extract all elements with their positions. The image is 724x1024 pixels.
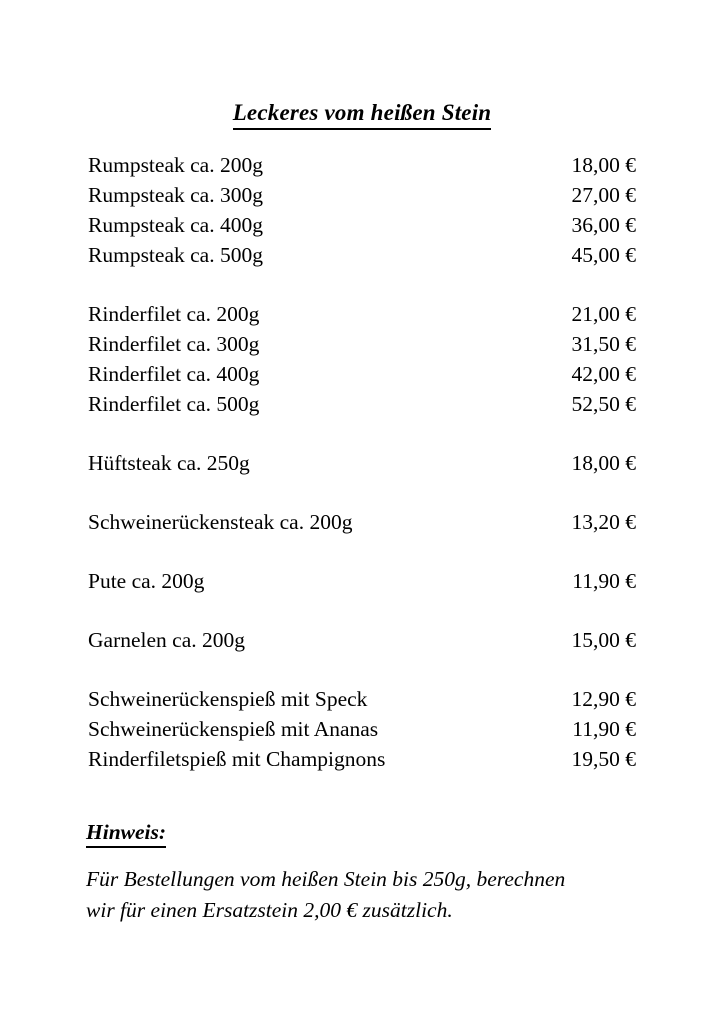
item-group xyxy=(88,625,636,655)
menu-item-price: 27,00 € xyxy=(571,183,636,207)
menu-item-price: 12,90 € xyxy=(571,687,636,711)
menu-item-list xyxy=(88,150,636,774)
menu-item-row xyxy=(88,180,636,210)
notice-body-line: Für Bestellungen vom heißen Stein bis 250g, berechnen xyxy=(86,867,566,891)
item-group xyxy=(88,507,636,537)
menu-item-name: Rinderfilet ca. 400g xyxy=(88,362,260,386)
menu-item-price: 19,50 € xyxy=(571,747,636,771)
menu-item-name: Rinderfiletspieß mit Champignons xyxy=(88,747,386,771)
menu-item-row xyxy=(88,150,636,180)
menu-item-price: 18,00 € xyxy=(571,451,636,475)
menu-item-price: 36,00 € xyxy=(571,213,636,237)
menu-item-price: 21,00 € xyxy=(571,302,636,326)
menu-item-row xyxy=(88,329,636,359)
notice-body-line: wir für einen Ersatzstein 2,00 € zusätzlich. xyxy=(86,898,453,922)
menu-item-row xyxy=(88,507,636,537)
menu-item-row xyxy=(88,210,636,240)
item-group xyxy=(88,150,636,270)
menu-item-name: Rinderfilet ca. 200g xyxy=(88,302,260,326)
menu-item-price: 18,00 € xyxy=(571,153,636,177)
notice-heading xyxy=(86,818,638,848)
menu-item-row xyxy=(88,714,636,744)
menu-item-name: Rumpsteak ca. 200g xyxy=(88,153,263,177)
page-title xyxy=(0,99,724,130)
menu-item-price: 11,90 € xyxy=(572,569,636,593)
menu-item-row xyxy=(88,448,636,478)
menu-item-name: Rinderfilet ca. 500g xyxy=(88,392,260,416)
item-group xyxy=(88,448,636,478)
notice-heading-text: Hinweis: xyxy=(86,818,166,848)
notice-body xyxy=(86,864,638,926)
menu-item-name: Rumpsteak ca. 500g xyxy=(88,243,263,267)
item-group xyxy=(88,684,636,774)
menu-item-row xyxy=(88,359,636,389)
menu-item-row xyxy=(88,684,636,714)
menu-item-row xyxy=(88,625,636,655)
menu-item-row xyxy=(88,240,636,270)
menu-item-price: 13,20 € xyxy=(571,510,636,534)
menu-item-name: Rumpsteak ca. 300g xyxy=(88,183,263,207)
page-title-text: Leckeres vom heißen Stein xyxy=(233,99,492,130)
menu-item-row xyxy=(88,389,636,419)
item-group xyxy=(88,566,636,596)
menu-item-row xyxy=(88,744,636,774)
menu-item-name: Garnelen ca. 200g xyxy=(88,628,245,652)
menu-item-price: 42,00 € xyxy=(571,362,636,386)
menu-item-price: 15,00 € xyxy=(571,628,636,652)
menu-item-price: 45,00 € xyxy=(571,243,636,267)
menu-item-row xyxy=(88,566,636,596)
menu-item-row xyxy=(88,299,636,329)
menu-item-price: 52,50 € xyxy=(571,392,636,416)
item-group xyxy=(88,299,636,419)
menu-item-name: Hüftsteak ca. 250g xyxy=(88,451,250,475)
menu-item-name: Schweinerückensteak ca. 200g xyxy=(88,510,353,534)
menu-item-price: 11,90 € xyxy=(572,717,636,741)
menu-item-name: Rinderfilet ca. 300g xyxy=(88,332,260,356)
menu-item-name: Pute ca. 200g xyxy=(88,569,205,593)
menu-item-name: Schweinerückenspieß mit Speck xyxy=(88,687,368,711)
menu-item-name: Schweinerückenspieß mit Ananas xyxy=(88,717,379,741)
menu-item-price: 31,50 € xyxy=(571,332,636,356)
menu-item-name: Rumpsteak ca. 400g xyxy=(88,213,263,237)
notice-section xyxy=(86,818,638,926)
